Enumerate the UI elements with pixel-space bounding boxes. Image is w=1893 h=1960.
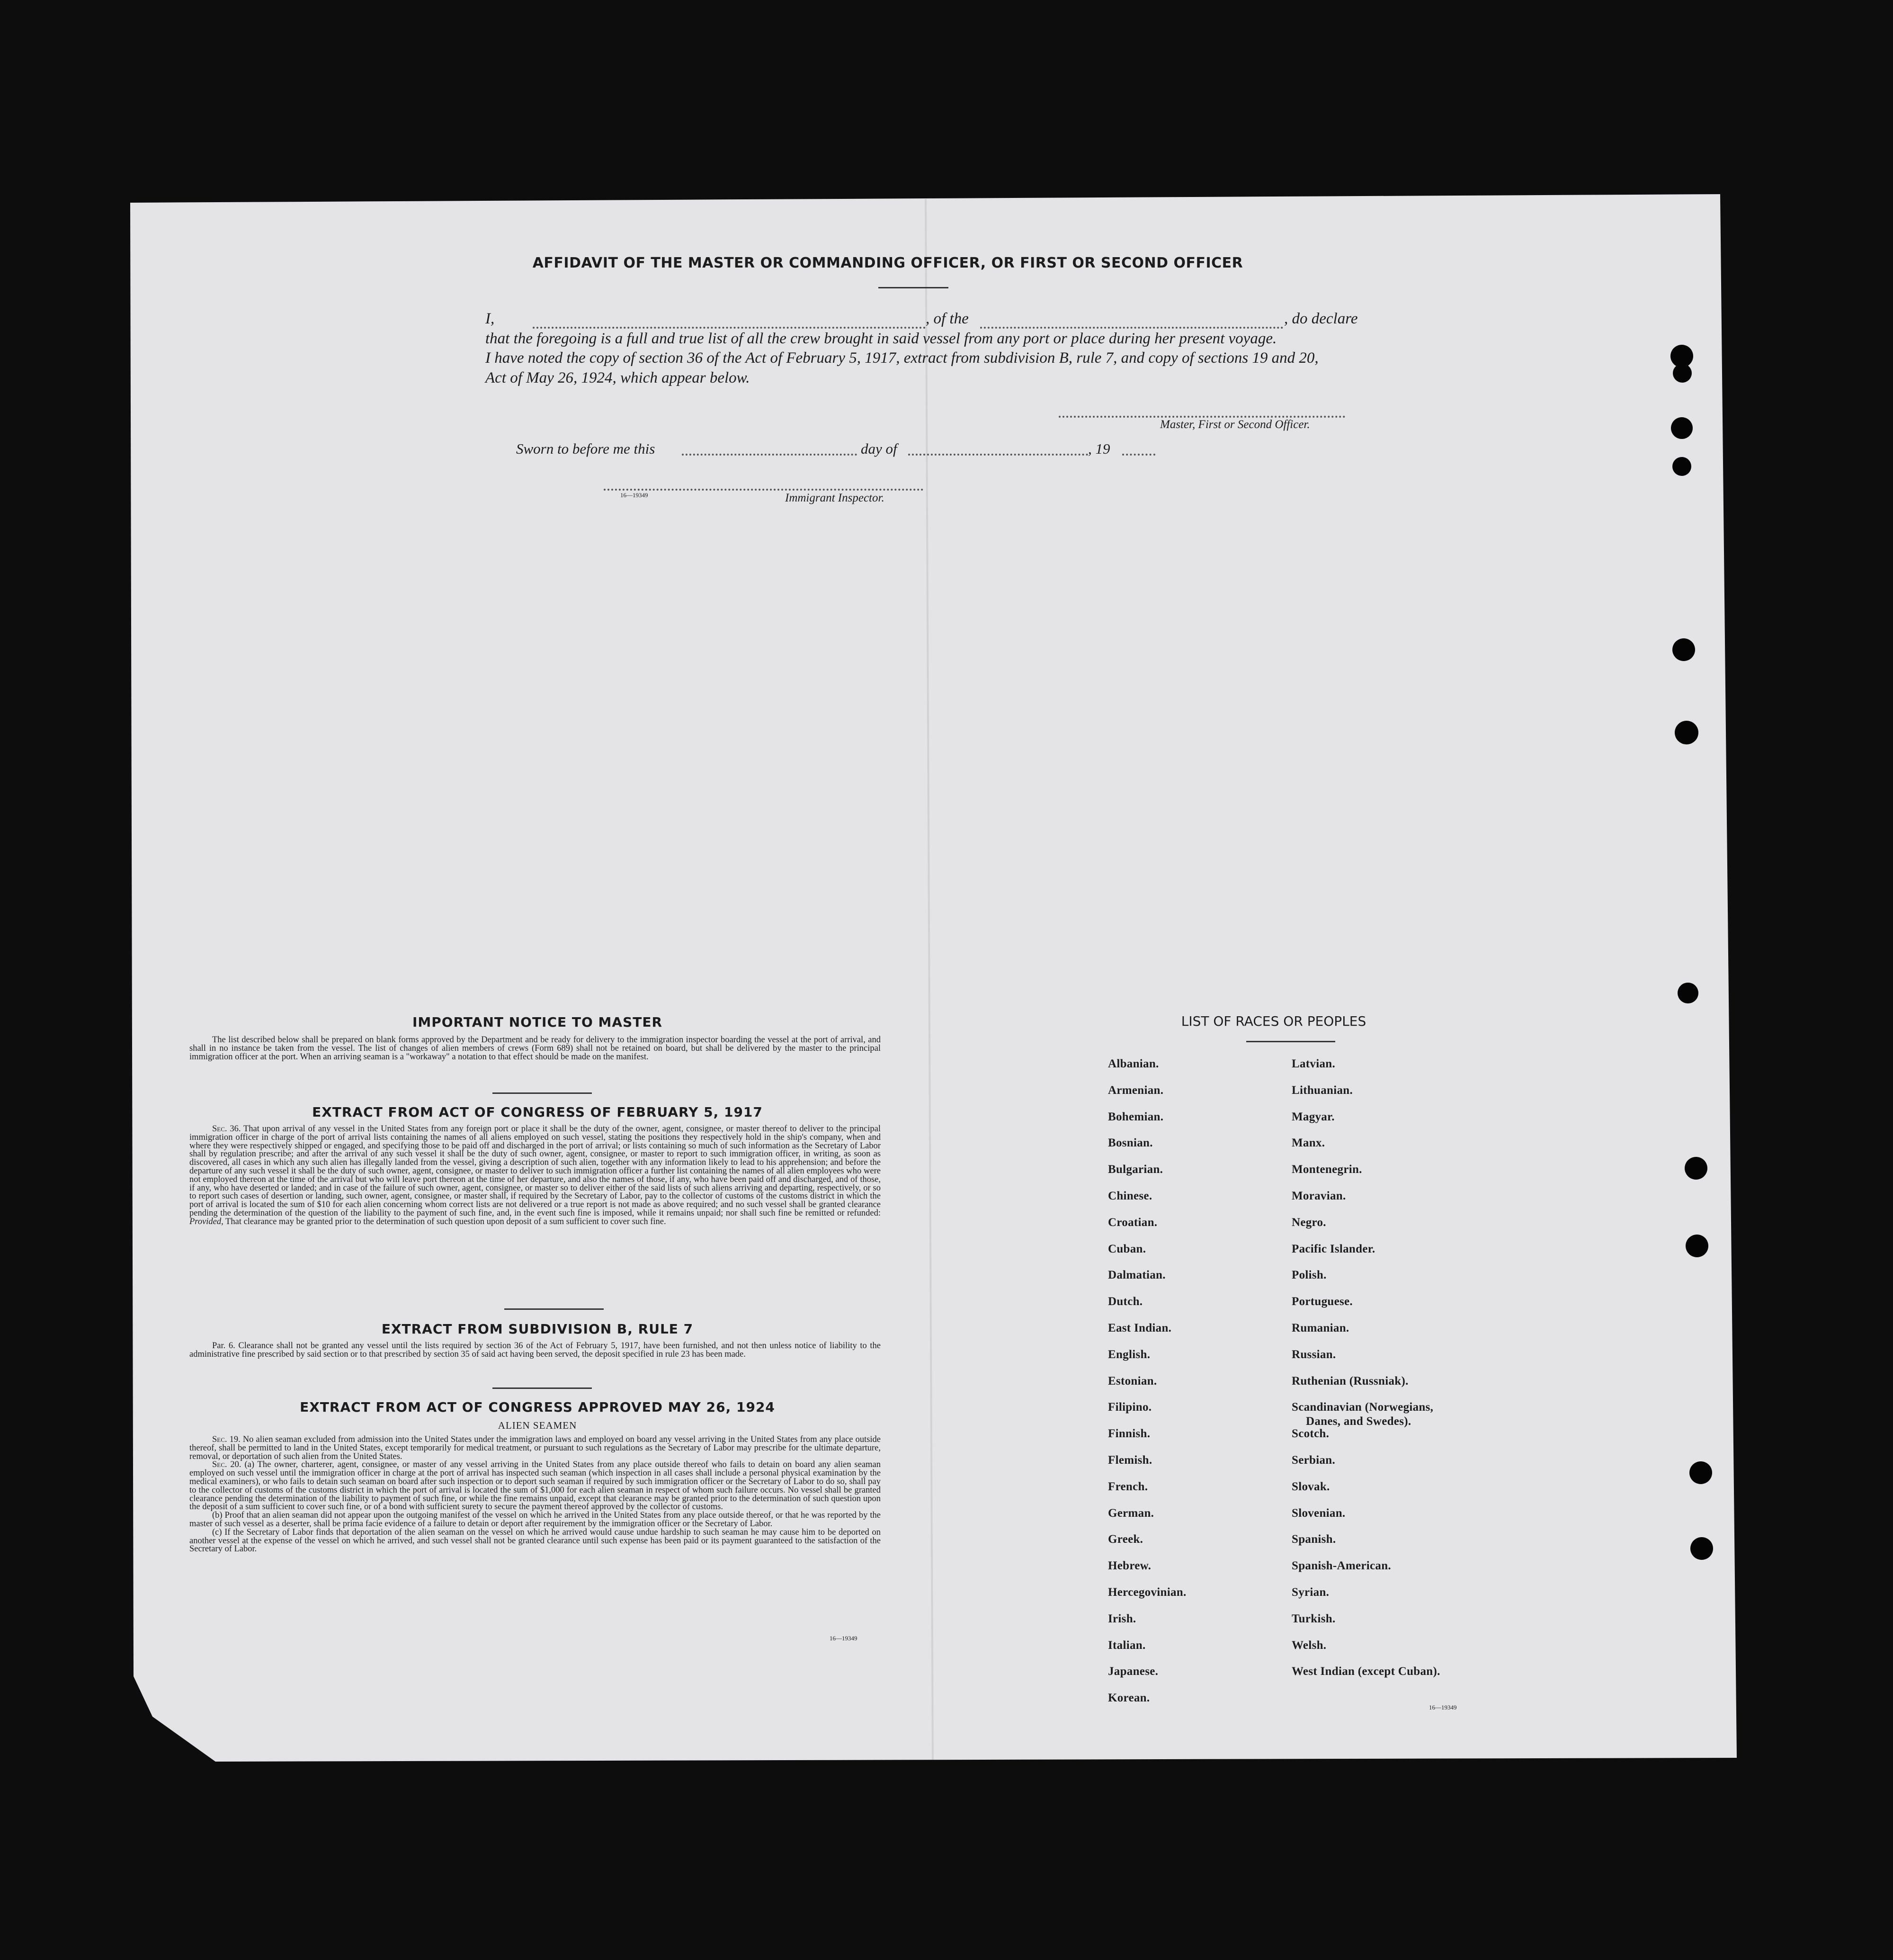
- extract-1917-body: [189, 1125, 881, 1226]
- affidavit-title: AFFIDAVIT OF THE MASTER OR COMMANDING OFFICER, OR FIRST OR SECOND OFFICER: [532, 255, 1243, 271]
- vessel-blank-field[interactable]: [980, 327, 1283, 329]
- race-item: Russian.: [1292, 1348, 1336, 1361]
- race-item: Ruthenian (Russniak).: [1292, 1374, 1409, 1387]
- sworn-year-label: , 19: [1088, 440, 1110, 457]
- race-item: Rumanian.: [1292, 1322, 1349, 1334]
- race-item: Welsh.: [1292, 1638, 1327, 1652]
- sec36-provided: Provided,: [189, 1217, 223, 1226]
- declaration-line-3: I have noted the copy of section 36 of the Act of February 5, 1917, extract from subdivision B, rule 7, and copy of sections 19 and 20,: [485, 349, 1319, 367]
- immigrant-inspector-caption: Immigrant Inspector.: [785, 492, 884, 504]
- race-item: Dutch.: [1108, 1295, 1143, 1308]
- extract-rule7-title: EXTRACT FROM SUBDIVISION B, RULE 7: [381, 1321, 694, 1337]
- sec19-paragraph: [189, 1436, 881, 1461]
- race-item: Flemish.: [1108, 1454, 1152, 1467]
- notice-title: IMPORTANT NOTICE TO MASTER: [412, 1014, 663, 1030]
- divider-3: [492, 1387, 592, 1389]
- declaration-i-label: I,: [485, 310, 495, 327]
- form-code-left: 16—19349: [830, 1635, 857, 1642]
- extract-1917-title: EXTRACT FROM ACT OF CONGRESS OF FEBRUARY 5, 1917: [312, 1104, 763, 1120]
- race-item: Estonian.: [1108, 1374, 1157, 1387]
- sworn-statement: [516, 440, 655, 457]
- race-item: Portuguese.: [1292, 1295, 1353, 1308]
- sworn-month-field[interactable]: [908, 454, 1088, 456]
- name-blank-field[interactable]: [533, 327, 926, 329]
- declaration-line-2: that the foregoing is a full and true list of all the crew brought in said vessel from any port or place during her present voyage.: [485, 330, 1277, 347]
- race-item: Negro.: [1292, 1216, 1326, 1229]
- alien-seamen-subtitle: ALIEN SEAMEN: [498, 1420, 577, 1431]
- race-item: Chinese.: [1108, 1190, 1152, 1202]
- sec36-label: Sec. 36.: [212, 1124, 241, 1134]
- sworn-date-field[interactable]: [682, 454, 857, 456]
- race-item: French.: [1108, 1480, 1148, 1493]
- race-item: Magyar.: [1292, 1110, 1335, 1123]
- notice-paragraph: The list described below shall be prepared on blank forms approved by the Department and be ready for delivery to the immigration inspector boarding the vessel at the port of arrival, and shall in no instance be taken from the vessel. The list of changes of alien members of crews (Form 689) shall not be retained on board, but shall be delivered by the master to the principal immigration officer at the port. When an arriving seaman is a "workaway" a notation to that effect should be made on the manifest.: [189, 1035, 881, 1062]
- race-item: Manx.: [1292, 1137, 1325, 1150]
- race-item: West Indian (except Cuban).: [1292, 1665, 1440, 1678]
- sec20a-text: (a) The owner, charterer, agent, consignee, or master of any vessel arriving in the United States from any place outside thereof who fails to detain on board any alien seaman employed on such vessel until the immigration officer in charge at the port of arrival has inspected such seaman (which inspection in all cases shall include a personal physical examination by the medical examiners), or who fails to detain such seaman on board after such inspection or to deport such seaman if required by such immigration officer or the Secretary of Labor to do so, shall pay to the collector of customs of the customs district in which the port of arrival is located the sum of $1,000 for each alien seaman in respect of whom such failure occurs. No vessel shall be granted clearance pending the determination of the liability to payment of such fine, or while the fine remains unpaid, except that clearance may be granted prior to the determination of such question upon the deposit of a sum sufficient to cover such fine, or of a bond with sufficient surety to secure the payment thereof approved by the collector of customs.: [189, 1460, 881, 1512]
- sec20b-paragraph: (b) Proof that an alien seaman did not appear upon the outgoing manifest of the vessel on which he arrived in the United States from any place outside thereof, or that he was reported by the master of such vessel as a deserter, shall be prima facie evidence of a failure to detain or deport after requirement by the immigration officer or the Secretary of Labor.: [189, 1511, 881, 1529]
- sec36-paragraph: [189, 1125, 881, 1226]
- extract-rule7-body: [189, 1342, 881, 1359]
- race-item: Croatian.: [1108, 1216, 1158, 1229]
- race-item: Irish.: [1108, 1612, 1136, 1625]
- race-item: English.: [1108, 1348, 1151, 1361]
- master-signature-caption: Master, First or Second Officer.: [1160, 418, 1310, 431]
- race-item: Polish.: [1292, 1269, 1327, 1282]
- race-item: East Indian.: [1108, 1322, 1172, 1334]
- race-item: Latvian.: [1292, 1057, 1335, 1070]
- declaration-do-declare-label: , do declare: [1284, 310, 1358, 327]
- race-item: Dalmatian.: [1108, 1269, 1166, 1282]
- sec36-text: That upon arrival of any vessel in the United States from any foreign port or place it shall be the duty of the owner, agent, consignee, or master thereof to deliver to the principal immigration officer in charge of the port of arrival lists containing the names of all aliens employed on such vessel, stating the positions they respectively hold in the ship's company, when and where they were respectively shipped or engaged, and specifying those to be paid off and discharged in the port of arrival; or lists containing so much of such information as the Secretary of Labor shall by regulation prescribe; and after the arrival of any such vessel it shall be the duty of such owner, agent, consignee, or master to report to such immigration officer, in writing, as soon as discovered, all cases in which any such alien has illegally landed from the vessel, giving a description of such alien, together with any information likely to lead to his apprehension; and before the departure of any such vessel it shall be the duty of such owner, agent, consignee, or master to deliver to such immigration officer a further list containing the names of all alien employees who were not employed thereon at the time of the arrival but who will leave port thereon at the time of her departure, and also the names of those, if any, who have been paid off and discharged, and of those, if any, who have deserted or landed; and in case of the failure of such owner, agent, consignee, or master so to deliver either of the said lists of such aliens arriving and departing, respectively, or so to report such cases of desertion or landing, such owner, agent, consignee, or master shall, if required by the Secretary of Labor, pay to the collector of customs of the customs district in which the port of arrival is located the sum of $10 for each alien concerning whom correct lists are not delivered or a true report is not made as above required; and no such vessel shall be granted clearance pending the determination of the question of the liability to the payment of such fine, and, in the event such fine is imposed, while it remains unpaid; nor shall such fine be remitted or refunded:: [189, 1124, 881, 1218]
- race-item: Slovak.: [1292, 1480, 1330, 1493]
- divider-2: [504, 1308, 604, 1310]
- race-item: Bohemian.: [1108, 1110, 1164, 1123]
- race-item: Cuban.: [1108, 1242, 1146, 1255]
- notice-body: [189, 1036, 881, 1061]
- race-item: Moravian.: [1292, 1190, 1346, 1202]
- race-item: Finnish.: [1108, 1427, 1151, 1441]
- race-item: Hebrew.: [1108, 1559, 1152, 1573]
- race-item: Albanian.: [1108, 1057, 1159, 1070]
- sworn-year-field[interactable]: [1122, 454, 1155, 456]
- race-item: Pacific Islander.: [1292, 1242, 1375, 1255]
- extract-1924-body: [189, 1436, 881, 1554]
- form-code-top: 16—19349: [620, 492, 648, 499]
- form-code-races: 16—19349: [1429, 1704, 1457, 1711]
- race-item: Spanish.: [1292, 1533, 1336, 1546]
- race-item: Scandinavian (Norwegians,: [1292, 1401, 1434, 1414]
- master-signature-field[interactable]: [1059, 416, 1345, 418]
- race-item: Spanish-American.: [1292, 1559, 1391, 1573]
- sec36-text-end: That clearance may be granted prior to the determination of such question upon deposit of a sum sufficient to cover such fine.: [223, 1217, 666, 1226]
- sec20a-paragraph: [189, 1461, 881, 1512]
- race-item: Japanese.: [1108, 1665, 1159, 1678]
- declaration-of-the-label: , of the: [926, 310, 969, 327]
- sworn-prefix: Sworn to before me this: [516, 440, 655, 457]
- race-item: Armenian.: [1108, 1083, 1164, 1097]
- races-title: LIST OF RACES OR PEOPLES: [1181, 1013, 1366, 1029]
- race-item: Serbian.: [1292, 1454, 1335, 1467]
- sworn-day-of-label: day of: [861, 440, 897, 457]
- race-item: Filipino.: [1108, 1401, 1152, 1414]
- race-item: Lithuanian.: [1292, 1083, 1353, 1097]
- divider-1: [492, 1092, 592, 1094]
- sec20-label: Sec. 20.: [212, 1460, 241, 1470]
- race-item: Italian.: [1108, 1638, 1146, 1652]
- race-item: Danes, and Swedes).: [1306, 1415, 1411, 1428]
- race-item: Greek.: [1108, 1533, 1143, 1546]
- race-item: Korean.: [1108, 1692, 1150, 1705]
- race-item: Turkish.: [1292, 1612, 1336, 1625]
- sec19-text: No alien seaman excluded from admission into the United States under the immigration laws and employed on board any vessel arriving in the United States from any place outside thereof, shall be permitted to land in the United States, except temporarily for medical treatment, or pursuant to such regulations as the Secretary of Labor may prescribe for the ultimate departure, removal, or deportation of such alien from the United States.: [189, 1435, 881, 1461]
- races-divider: [1246, 1041, 1335, 1042]
- race-item: Syrian.: [1292, 1586, 1330, 1599]
- sec20c-paragraph: (c) If the Secretary of Labor finds that deportation of the alien seaman on the vessel on which he arrived would cause undue hardship to such seaman he may cause him to be deported on another vessel at the expense of the vessel on which he arrived, and such vessel shall not be granted clearance until such expense has been paid or its payment guaranteed to the satisfaction of the Secretary of Labor.: [189, 1527, 881, 1554]
- race-item: German.: [1108, 1506, 1154, 1520]
- inspector-signature-field[interactable]: [604, 489, 923, 491]
- race-item: Hercegovinian.: [1108, 1586, 1187, 1599]
- race-item: Montenegrin.: [1292, 1163, 1362, 1176]
- race-item: Bulgarian.: [1108, 1163, 1163, 1176]
- race-item: Bosnian.: [1108, 1137, 1153, 1150]
- sec19-label: Sec. 19.: [212, 1435, 241, 1444]
- race-item: Scotch.: [1292, 1427, 1330, 1441]
- rule7-paragraph: Par. 6. Clearance shall not be granted any vessel until the lists required by section 36 of the Act of February 5, 1917, have been furnished, and not then unless notice of liability to the administrative fine prescribed by said section or to that prescribed by section 35 of said act having been served, the deposit specified in rule 23 has been made.: [189, 1341, 881, 1359]
- extract-1924-title: EXTRACT FROM ACT OF CONGRESS APPROVED MAY 26, 1924: [300, 1399, 775, 1415]
- declaration-line-4: Act of May 26, 1924, which appear below.: [485, 369, 750, 386]
- title-divider: [878, 287, 948, 288]
- race-item: Slovenian.: [1292, 1506, 1346, 1520]
